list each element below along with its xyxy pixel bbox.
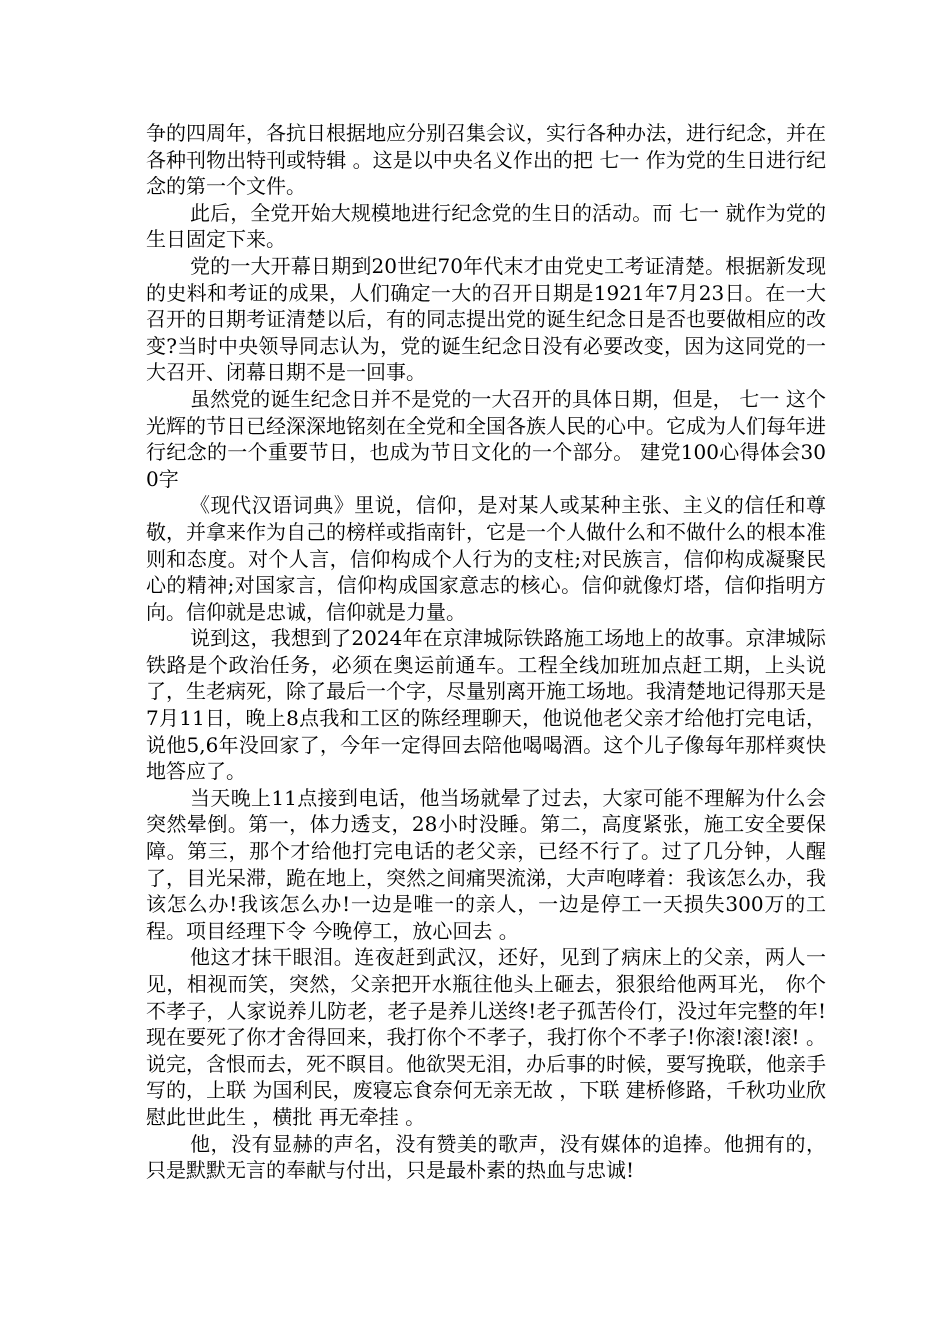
paragraph-1: 争的四周年，各抗日根据地应分别召集会议，实行各种办法，进行纪念，并在各种刊物出特刊或特辑 。这是以中央名义作出的把 七一 作为党的生日进行纪念的第一个文件。 — [146, 121, 826, 199]
paragraph-6: 说到这，我想到了2024年在京津城际铁路施工场地上的故事。京津城际铁路是个政治任务，必须在奥运前通车。工程全线加班加点赶工期，上头说了，生老病死，除了最后一个字，尽量别离开施工场地。我清楚地记得那天是7月11日，晚上8点我和工区的陈经理聊天，他说他老父亲才给他打完电话，说他5,6年没回家了，今年一定得回去陪他喝喝酒。这个儿子像每年那样爽快地答应了。 — [146, 626, 826, 784]
paragraph-2: 此后，全党开始大规模地进行纪念党的生日的活动。而 七一 就作为党的生日固定下来。 — [146, 200, 826, 252]
paragraph-5: 《现代汉语词典》里说，信仰，是对某人或某种主张、主义的信任和尊敬，并拿来作为自己的榜样或指南针，它是一个人做什么和不做什么的根本准则和态度。对个人言，信仰构成个人行为的支柱;对民族言，信仰构成凝聚民心的精神;对国家言，信仰构成国家意志的核心。信仰就像灯塔，信仰指明方向。信仰就是忠诚，信仰就是力量。 — [146, 493, 826, 624]
paragraph-4: 虽然党的诞生纪念日并不是党的一大召开的具体日期，但是， 七一 这个光辉的节日已经深深地铭刻在全党和全国各族人民的心中。它成为人们每年进行纪念的一个重要节日，也成为节日文化的一个部分。 建党100心得体会300字 — [146, 386, 826, 491]
paragraph-3: 党的一大开幕日期到20世纪70年代末才由党史工考证清楚。根据新发现的史料和考证的成果，人们确定一大的召开日期是1921年7月23日。在一大召开的日期考证清楚以后，有的同志提出党的诞生纪念日是否也要做相应的改变?当时中央领导同志认为，党的诞生纪念日没有必要改变，因为这同党的一大召开、闭幕日期不是一回事。 — [146, 253, 826, 385]
paragraph-9: 他，没有显赫的声名，没有赞美的歌声，没有媒体的追捧。他拥有的，只是默默无言的奉献与付出，只是最朴素的热血与忠诚! — [146, 1131, 826, 1183]
document-body — [146, 120, 826, 1184]
paragraph-8: 他这才抹干眼泪。连夜赶到武汉，还好，见到了病床上的父亲，两人一见，相视而笑，突然，父亲把开水瓶往他头上砸去，狠狠给他两耳光， 你个不孝子，人家说养儿防老，老子是养儿送终!老子孤苦伶仃，没过年完整的年!现在要死了你才舍得回来，我打你个不孝子，我打你个不孝子!你滚!滚!滚! 。说完，含恨而去，死不瞑目。他欲哭无泪，办后事的时候，要写挽联，他亲手写的，上联 为国利民，废寝忘食奈何无亲无故 ，下联 建桥修路，千秋功业欣慰此世此生 ，横批 再无牵挂 。 — [146, 945, 826, 1129]
paragraph-7: 当天晚上11点接到电话，他当场就晕了过去，大家可能不理解为什么会突然晕倒。第一，体力透支，28小时没睡。第二，高度紧张，施工安全要保障。第三，那个才给他打完电话的老父亲，已经不行了。过了几分钟，人醒了，目光呆滞，跪在地上，突然之间痛哭流涕，大声咆哮着：我该怎么办，我该怎么办!我该怎么办!一边是唯一的亲人，一边是停工一天损失300万的工程。项目经理下令 今晚停工，放心回去 。 — [146, 785, 826, 943]
